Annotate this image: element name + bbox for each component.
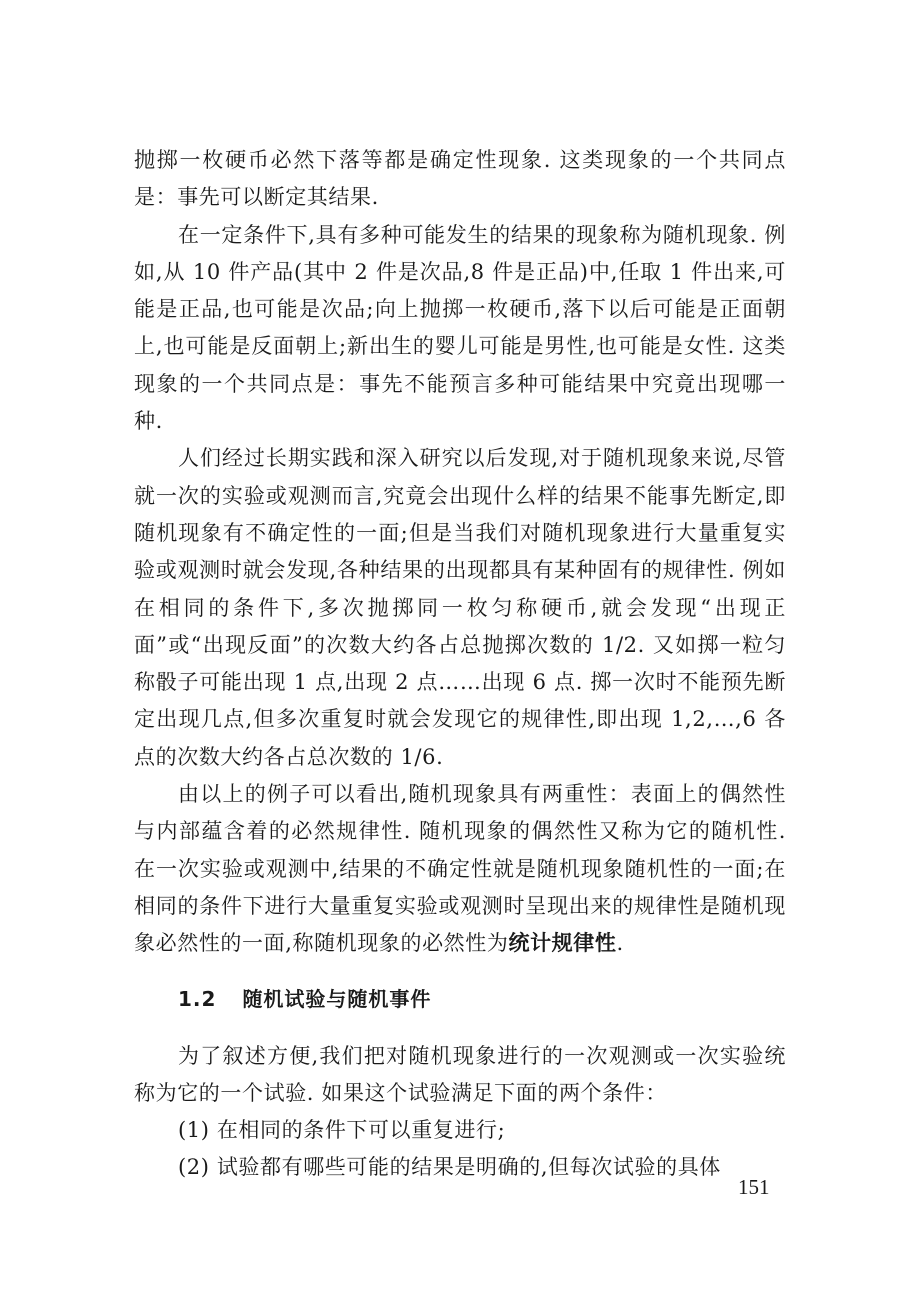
paragraph-duality-text: 由以上的例子可以看出,随机现象具有两重性：表面上的偶然性与内部蕴含着的必然规律性. 随机现象的偶然性又称为它的随机性. 在一次实验或观测中,结果的不确定性就是随机现象随机性的一面;在相同的条件下进行大量重复实验或观测时呈现出来的规律性是随机现象必然性的一面,称随机现象的必然性为: [134, 782, 786, 956]
condition-item-2: (2) 试验都有哪些可能的结果是明确的,但每次试验的具体: [178, 1155, 721, 1180]
condition-item-1: (1) 在相同的条件下可以重复进行;: [178, 1118, 506, 1143]
paragraph-duality-end: .: [616, 931, 624, 956]
section-title: 随机试验与随机事件: [242, 986, 432, 1011]
term-statistical-regularity: 统计规律性: [508, 931, 617, 956]
paragraph-random-phenomenon-definition: 在一定条件下,具有多种可能发生的结果的现象称为随机现象. 例如,从 10 件产品(其中 2 件是次品,8 件是正品)中,任取 1 件出来,可能是正品,也可能是次品;向上抛掷一枚硬币,落下以后可能是正面朝上,也可能是反面朝上;新出生的婴儿可能是男性,也可能是女性. 这类现象的一个共同点是：事先不能预言多种可能结果中究竟出现哪一种.: [134, 222, 786, 434]
page-content: [134, 142, 786, 1187]
paragraph-deterministic-end: 抛掷一枚硬币必然下落等都是确定性现象. 这类现象的一个共同点是：事先可以断定其结果.: [134, 148, 786, 210]
section-number: 1.2: [178, 986, 217, 1011]
paragraph-duality: [134, 776, 786, 962]
page-number: 151: [738, 1175, 770, 1199]
section-heading: [134, 981, 786, 1018]
paragraph-trial-definition: 为了叙述方便,我们把对随机现象进行的一次观测或一次实验统称为它的一个试验. 如果这个试验满足下面的两个条件：: [134, 1043, 786, 1105]
paragraph-regularity: 人们经过长期实践和深入研究以后发现,对于随机现象来说,尽管就一次的实验或观测而言,究竟会出现什么样的结果不能事先断定,即随机现象有不确定性的一面;但是当我们对随机现象进行大量重复实验或观测时就会发现,各种结果的出现都具有某种固有的规律性. 例如在相同的条件下,多次抛掷同一枚匀称硬币,就会发现“出现正面”或“出现反面”的次数大约各占总抛掷次数的 1/2. 又如掷一粒匀称骰子可能出现 1 点,出现 2 点……出现 6 点. 掷一次时不能预先断定出现几点,但多次重复时就会发现它的规律性,即出现 1,2,…,6 各点的次数大约各占总次数的 1/6.: [134, 446, 786, 769]
